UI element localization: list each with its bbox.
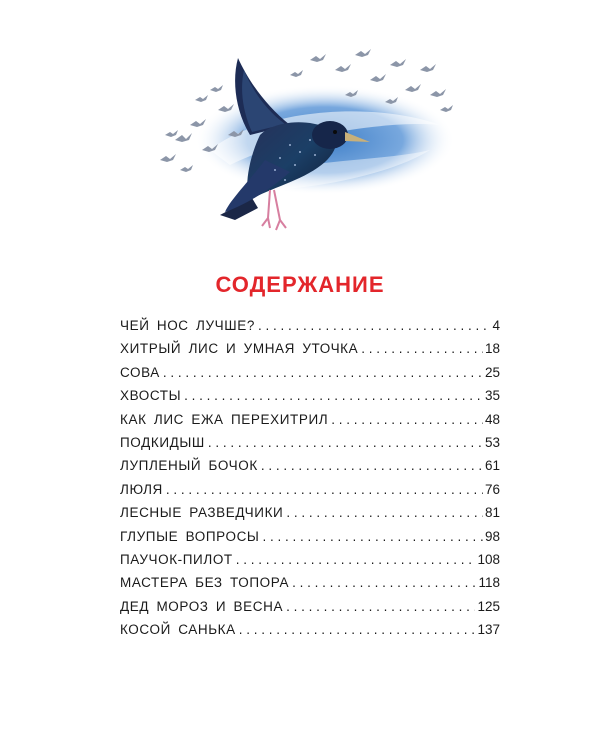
toc-entry-title: ХИТРЫЙ ЛИС И УМНАЯ УТОЧКА [120, 341, 359, 357]
toc-heading: СОДЕРЖАНИЕ [215, 272, 385, 297]
toc-entry-title: ЛУПЛЕНЫЙ БОЧОК [120, 458, 258, 474]
toc-entry[interactable] [120, 365, 500, 388]
toc-entry-page: 108 [477, 551, 500, 567]
toc-dot-leader [361, 341, 483, 356]
toc-entry[interactable] [120, 575, 500, 598]
toc-entry-title: ЛЕСНЫЕ РАЗВЕДЧИКИ [120, 505, 284, 521]
toc-entry[interactable] [120, 505, 500, 528]
toc-entry[interactable] [120, 388, 500, 411]
toc-dot-leader [286, 599, 475, 614]
toc-dot-leader [286, 505, 483, 520]
toc-entry-page: 61 [484, 458, 500, 474]
toc-dot-leader [184, 388, 483, 403]
toc-dot-leader [262, 529, 483, 544]
toc-entry-title: ЛЮЛЯ [120, 481, 163, 497]
toc-entry[interactable] [120, 599, 500, 622]
toc-entry-page: 25 [484, 364, 500, 380]
toc-dot-leader [236, 552, 476, 567]
toc-entry-title: ГЛУПЫЕ ВОПРОСЫ [120, 528, 260, 544]
toc-entry[interactable] [120, 341, 500, 364]
toc-dot-leader [239, 622, 476, 637]
toc-dot-leader [261, 458, 483, 473]
toc-entry[interactable] [120, 552, 500, 575]
starling-flock-icon [140, 40, 460, 250]
toc-dot-leader [166, 482, 483, 497]
toc-entry-page: 35 [484, 388, 500, 404]
toc-entry-title: МАСТЕРА БЕЗ ТОПОРА [120, 575, 290, 591]
toc-dot-leader [258, 318, 488, 333]
toc-entry-title: ПАУЧОК-ПИЛОТ [120, 551, 233, 567]
toc-dot-leader [208, 435, 483, 450]
toc-entry[interactable] [120, 622, 500, 645]
toc-entry-title: КОСОЙ САНЬКА [120, 622, 236, 638]
toc-entry-page: 125 [477, 598, 500, 614]
toc-entry-page: 48 [484, 411, 500, 427]
toc-entry-title: ХВОСТЫ [120, 388, 182, 404]
toc-entry-page: 4 [492, 318, 500, 333]
toc-entry-page: 53 [484, 434, 500, 450]
toc-entry[interactable] [120, 318, 500, 341]
toc-dot-leader [292, 575, 476, 590]
table-of-contents [120, 318, 500, 645]
toc-entry[interactable] [120, 529, 500, 552]
toc-entry-title: ПОДКИДЫШ [120, 434, 205, 450]
toc-entry-title: КАК ЛИС ЕЖА ПЕРЕХИТРИЛ [120, 411, 329, 427]
toc-entry[interactable] [120, 435, 500, 458]
toc-entry-title: ЧЕЙ НОС ЛУЧШЕ? [120, 318, 255, 333]
toc-entry-page: 98 [484, 528, 500, 544]
toc-entry-title: СОВА [120, 364, 160, 380]
toc-entry[interactable] [120, 482, 500, 505]
toc-dot-leader [331, 412, 483, 427]
toc-entry-page: 137 [477, 622, 500, 638]
toc-entry[interactable] [120, 458, 500, 481]
toc-entry-page: 118 [478, 575, 500, 591]
toc-entry-title: ДЕД МОРОЗ И ВЕСНА [120, 598, 284, 614]
toc-entry-page: 18 [484, 341, 500, 357]
toc-entry-page: 76 [484, 481, 500, 497]
toc-entry-page: 81 [484, 505, 500, 521]
toc-entry[interactable] [120, 412, 500, 435]
toc-dot-leader [163, 365, 483, 380]
